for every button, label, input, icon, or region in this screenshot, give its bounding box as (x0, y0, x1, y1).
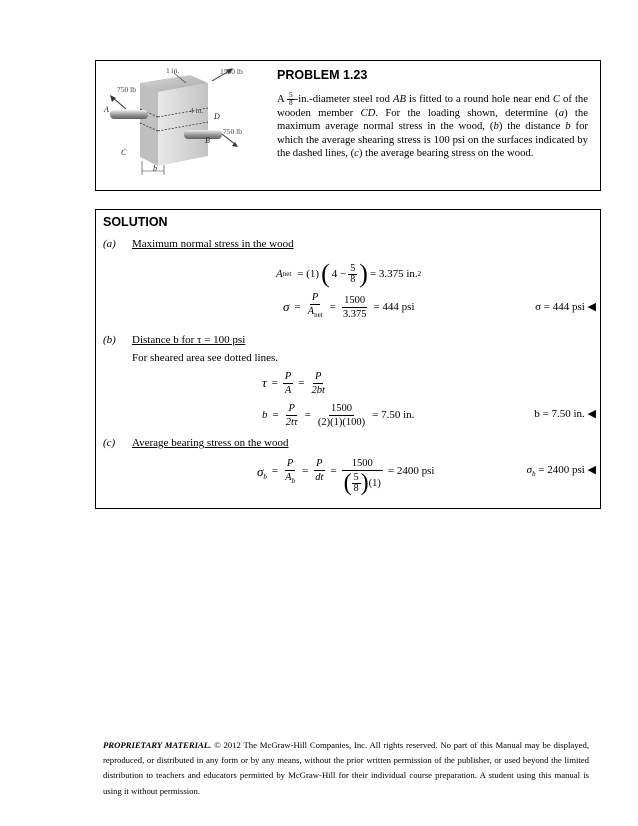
part-b-note: For sheared area see dotted lines. (132, 352, 278, 364)
problem-figure (96, 61, 266, 189)
part-b-heading: Distance b for τ = 100 psi (132, 334, 246, 346)
fig-label-B: B (205, 136, 210, 145)
fig-label-750-right: 750 lb (223, 127, 242, 136)
tau-equation: τ = $\frac{P}{A}$ = $\frac{P}{2bt}$ (262, 370, 325, 396)
fig-label-1500: 1500 lb (220, 67, 243, 76)
fig-label-1in: 1 in. (166, 66, 180, 75)
fig-label-4in: 4 in. (190, 106, 204, 115)
anet-equation: A net = (1) ( 4 − $\frac{5}{8}$ ) = 3.375 in. 2 (276, 259, 422, 288)
wood-front-face (140, 83, 158, 166)
part-b-tag: (b) (103, 334, 116, 346)
part-c-answer: $\sigma_b = 2400$ psi ◀ (526, 464, 596, 479)
rod-right (184, 130, 222, 139)
part-c-heading: Average bearing stress on the wood (132, 437, 289, 449)
problem-title: PROBLEM 1.23 (277, 68, 368, 82)
problem-fraction: $\frac{5}{8}$ (289, 91, 293, 107)
part-a-tag: (a) (103, 238, 116, 250)
fig-label-D: D (214, 112, 220, 121)
part-b-answer: b = 7.50 in. ◀ (534, 408, 596, 420)
fig-label-b: b (153, 164, 157, 173)
b-equation: b = $\frac{P}{2t\tau}$ = $\frac{1500}{(2)(1)(100)}$ = 7.50 in. (262, 402, 415, 428)
part-a-answer: σ = 444 psi ◀ (535, 301, 596, 313)
sigma-equation: σ = $\frac{P}{A_{net}}$ = $\frac{1500}{3.375}$ = 444 psi (283, 292, 415, 320)
problem-statement: A $\frac{5}{8}$ -in.-diameter steel rod AB is fitted to a round hole near end C of the wooden member CD. For the loading shown, determine (a) the maximum average normal stress in the wood, (b) the distance b for which the average shearing stress is 100 psi on the surfaces indicated by the dashed lines, (c) the average bearing stress on the wood. (277, 91, 589, 160)
fig-label-750-top: 750 lb (117, 85, 136, 94)
part-a-heading: Maximum normal stress in the wood (132, 238, 294, 250)
fig-label-C: C (121, 148, 127, 157)
solution-heading: SOLUTION (103, 215, 168, 229)
fig-label-A: A (104, 105, 109, 114)
load-arrowhead-750-top (110, 95, 116, 102)
copyright-footer: PROPRIETARY MATERIAL. © 2012 The McGraw-Hill Companies, Inc. All rights reserved. No part of this Manual may be displayed, reproduced, or distributed in any form or by any means, without the prior written permission of the publisher, or used beyond the limited distribution to teachers and educators permitted by McGraw-Hill for their individual course preparation. A student using this manual is using it without permission. (103, 740, 589, 796)
wood-side-face (158, 83, 208, 166)
bearing-equation: $\sigma_b$ = $\frac{P}{A_b}$ = $\frac{P}{dt}$ = 1500 ( $\frac{5}{8}$ ) (1) = 2400 psi (257, 458, 435, 496)
rod-left (110, 110, 148, 119)
part-c-tag: (c) (103, 437, 116, 449)
